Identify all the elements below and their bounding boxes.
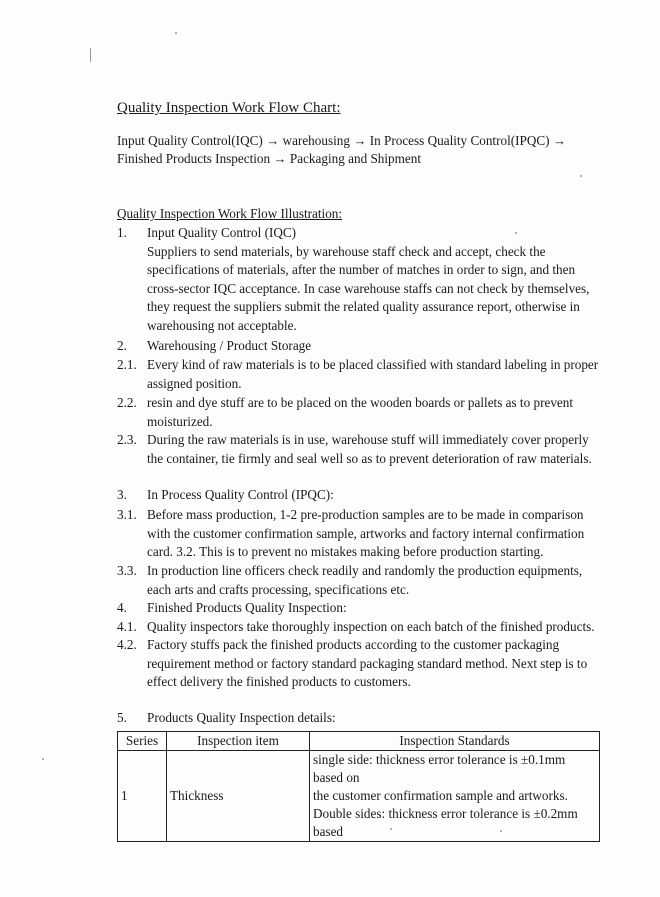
page-title: Quality Inspection Work Flow Chart: (117, 100, 341, 116)
item-text (147, 618, 595, 637)
item-number: 3.1. (117, 507, 137, 522)
item-number: 5. (117, 710, 127, 725)
header-series: Series (118, 732, 167, 751)
item-text (147, 431, 592, 468)
text-line: Before mass production, 1-2 pre-production samples are to be made in comparison (147, 507, 584, 522)
standard-line: single side: thickness error tolerance is ±0.1mm based on (313, 752, 566, 785)
item-text (147, 337, 311, 356)
text-line: Factory stuffs pack the finished products according to the customer packaging (147, 637, 560, 652)
item-text (147, 599, 347, 618)
text-line: Every kind of raw materials is to be placed classified with standard labeling in proper (147, 357, 599, 372)
header-item: Inspection item (167, 732, 310, 751)
text-line: Input Quality Control (IQC) (147, 225, 297, 240)
text-line: specifications of materials, after the number of matches in order to sign, and then (147, 262, 576, 278)
text-line: the container, tie firmly and seal well so as to prevent deterioration of raw materials. (147, 450, 592, 466)
text-line: Warehousing / Product Storage (147, 338, 312, 353)
standard-line: the customer confirmation sample and artworks. (313, 788, 568, 803)
item-number: 4.2. (117, 637, 137, 652)
item-text (147, 709, 336, 728)
item-text (147, 224, 589, 336)
text-line: warehousing not acceptable. (147, 317, 297, 333)
text-line: Products Quality Inspection details: (147, 710, 336, 725)
header-standards: Inspection Standards (310, 732, 600, 751)
item-text (147, 394, 573, 431)
item-number: 2.2. (117, 395, 137, 410)
section-heading: Quality Inspection Work Flow Illustration: (117, 206, 343, 221)
item-number: 2.3. (117, 432, 137, 447)
item-text (147, 506, 584, 562)
flow-line: Finished Products Inspection → Packaging and Shipment (117, 151, 422, 166)
cell-item: Thickness (167, 751, 310, 842)
text-line: card. 3.2. This is to prevent no mistakes making before production starting. (147, 544, 544, 560)
text-line: resin and dye stuff are to be placed on the wooden boards or pallets as to prevent (147, 395, 574, 410)
text-line: Suppliers to send materials, by warehouse staff check and accept, check the (147, 243, 546, 259)
text-line: they request the suppliers submit the related quality assurance report, otherwise in (147, 299, 580, 315)
inspection-table (117, 731, 600, 842)
item-number: 4.1. (117, 619, 137, 634)
text-line: Quality inspectors take thoroughly inspection on each batch of the finished products. (147, 619, 595, 634)
item-number: 3. (117, 487, 127, 502)
text-line: Finished Products Quality Inspection: (147, 600, 347, 615)
item-number: 3.3. (117, 563, 137, 578)
text-line: moisturized. (147, 413, 213, 429)
item-number: 1. (117, 225, 127, 240)
item-text (147, 356, 598, 393)
text-line: In production line officers check readily and randomly the production equipments, (147, 563, 583, 578)
standard-line: Double sides: thickness error tolerance is ±0.2mm based (313, 806, 578, 839)
table-row (118, 751, 600, 842)
text-line: During the raw materials is in use, warehouse stuff will immediately cover properly (147, 432, 589, 447)
text-line: assigned position. (147, 375, 242, 391)
cell-standards (310, 751, 600, 842)
flow-line: Input Quality Control(IQC) → warehousing → In Process Quality Control(IPQC) → (117, 133, 567, 148)
item-text (147, 562, 582, 599)
text-line: In Process Quality Control (IPQC): (147, 487, 334, 502)
text-line: with the customer confirmation sample, artworks and factory internal confirmation (147, 525, 585, 541)
item-text (147, 636, 587, 692)
cell-series: 1 (118, 751, 167, 842)
item-text (147, 486, 334, 505)
item-number: 2.1. (117, 357, 137, 372)
item-number: 4. (117, 600, 127, 615)
text-line: effect delivery the finished products to customers. (147, 674, 411, 690)
text-line: requirement method or factory standard packaging standard method. Next step is to (147, 655, 588, 671)
text-line: cross-sector IQC acceptance. In case warehouse staffs can not check by themselves, (147, 280, 590, 296)
text-line: each arts and crafts processing, specifications etc. (147, 581, 410, 597)
item-number: 2. (117, 338, 127, 353)
